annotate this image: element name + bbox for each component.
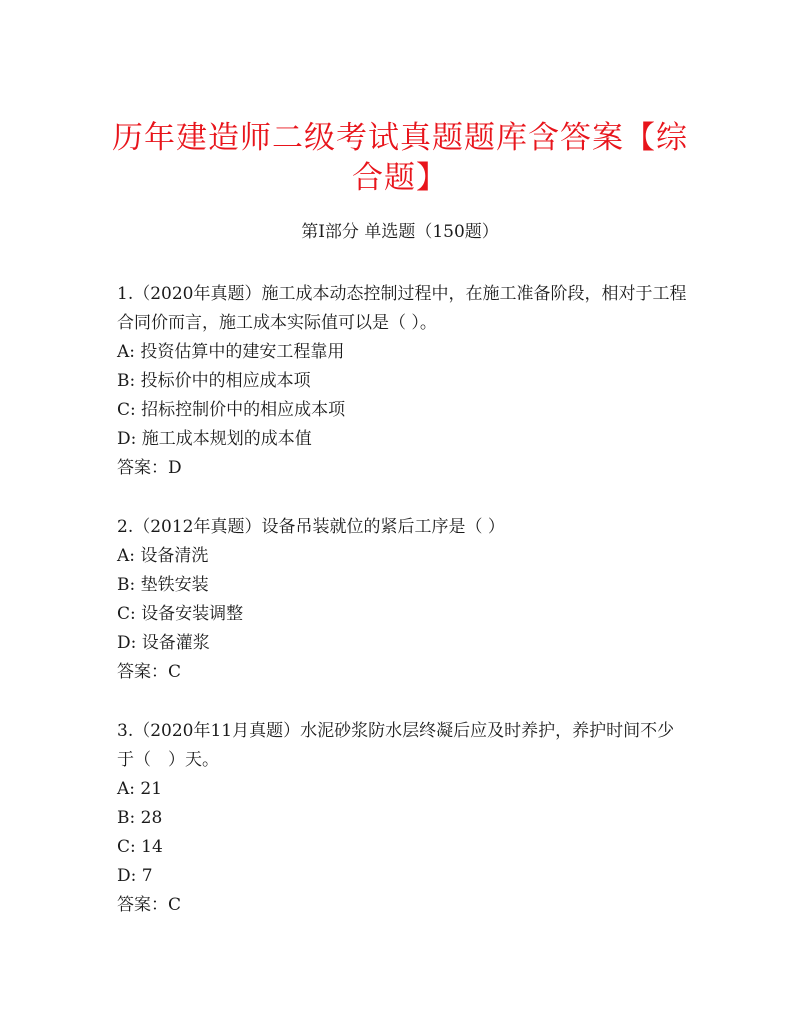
answer-line: 答案：D [117,458,182,478]
question-list [117,280,687,950]
option-a: A: 设备清洗 [117,546,209,566]
question-stem: 1.（2020年真题）施工成本动态控制过程中，在施工准备阶段，相对于工程合同价而言，施工成本实际值可以是（ ）。 [117,284,687,333]
option-c: C: 设备安装调整 [117,604,244,624]
option-a: A: 21 [117,779,163,799]
option-b: B: 垫铁安装 [117,575,209,595]
document-title: 历年建造师二级考试真题题库含答案【综合题】 [112,120,688,196]
question-2 [117,513,687,687]
option-b: B: 投标价中的相应成本项 [117,371,311,391]
question-stem: 3.（2020年11月真题）水泥砂浆防水层终凝后应及时养护，养护时间不少于（ ）天。 [117,721,675,770]
option-d: D: 设备灌浆 [117,633,210,653]
question-stem: 2.（2012年真题）设备吊装就位的紧后工序是（ ） [117,517,505,537]
question-3 [117,717,687,920]
option-d: D: 7 [117,866,153,886]
option-b: B: 28 [117,808,163,828]
option-c: C: 14 [117,837,163,857]
question-1 [117,280,687,483]
answer-line: 答案：C [117,895,182,915]
option-c: C: 招标控制价中的相应成本项 [117,400,346,420]
option-a: A: 投资估算中的建安工程靠用 [117,342,345,362]
answer-line: 答案：C [117,662,182,682]
section-title: 第I部分 单选题（150题） [301,222,499,242]
option-d: D: 施工成本规划的成本值 [117,429,312,449]
